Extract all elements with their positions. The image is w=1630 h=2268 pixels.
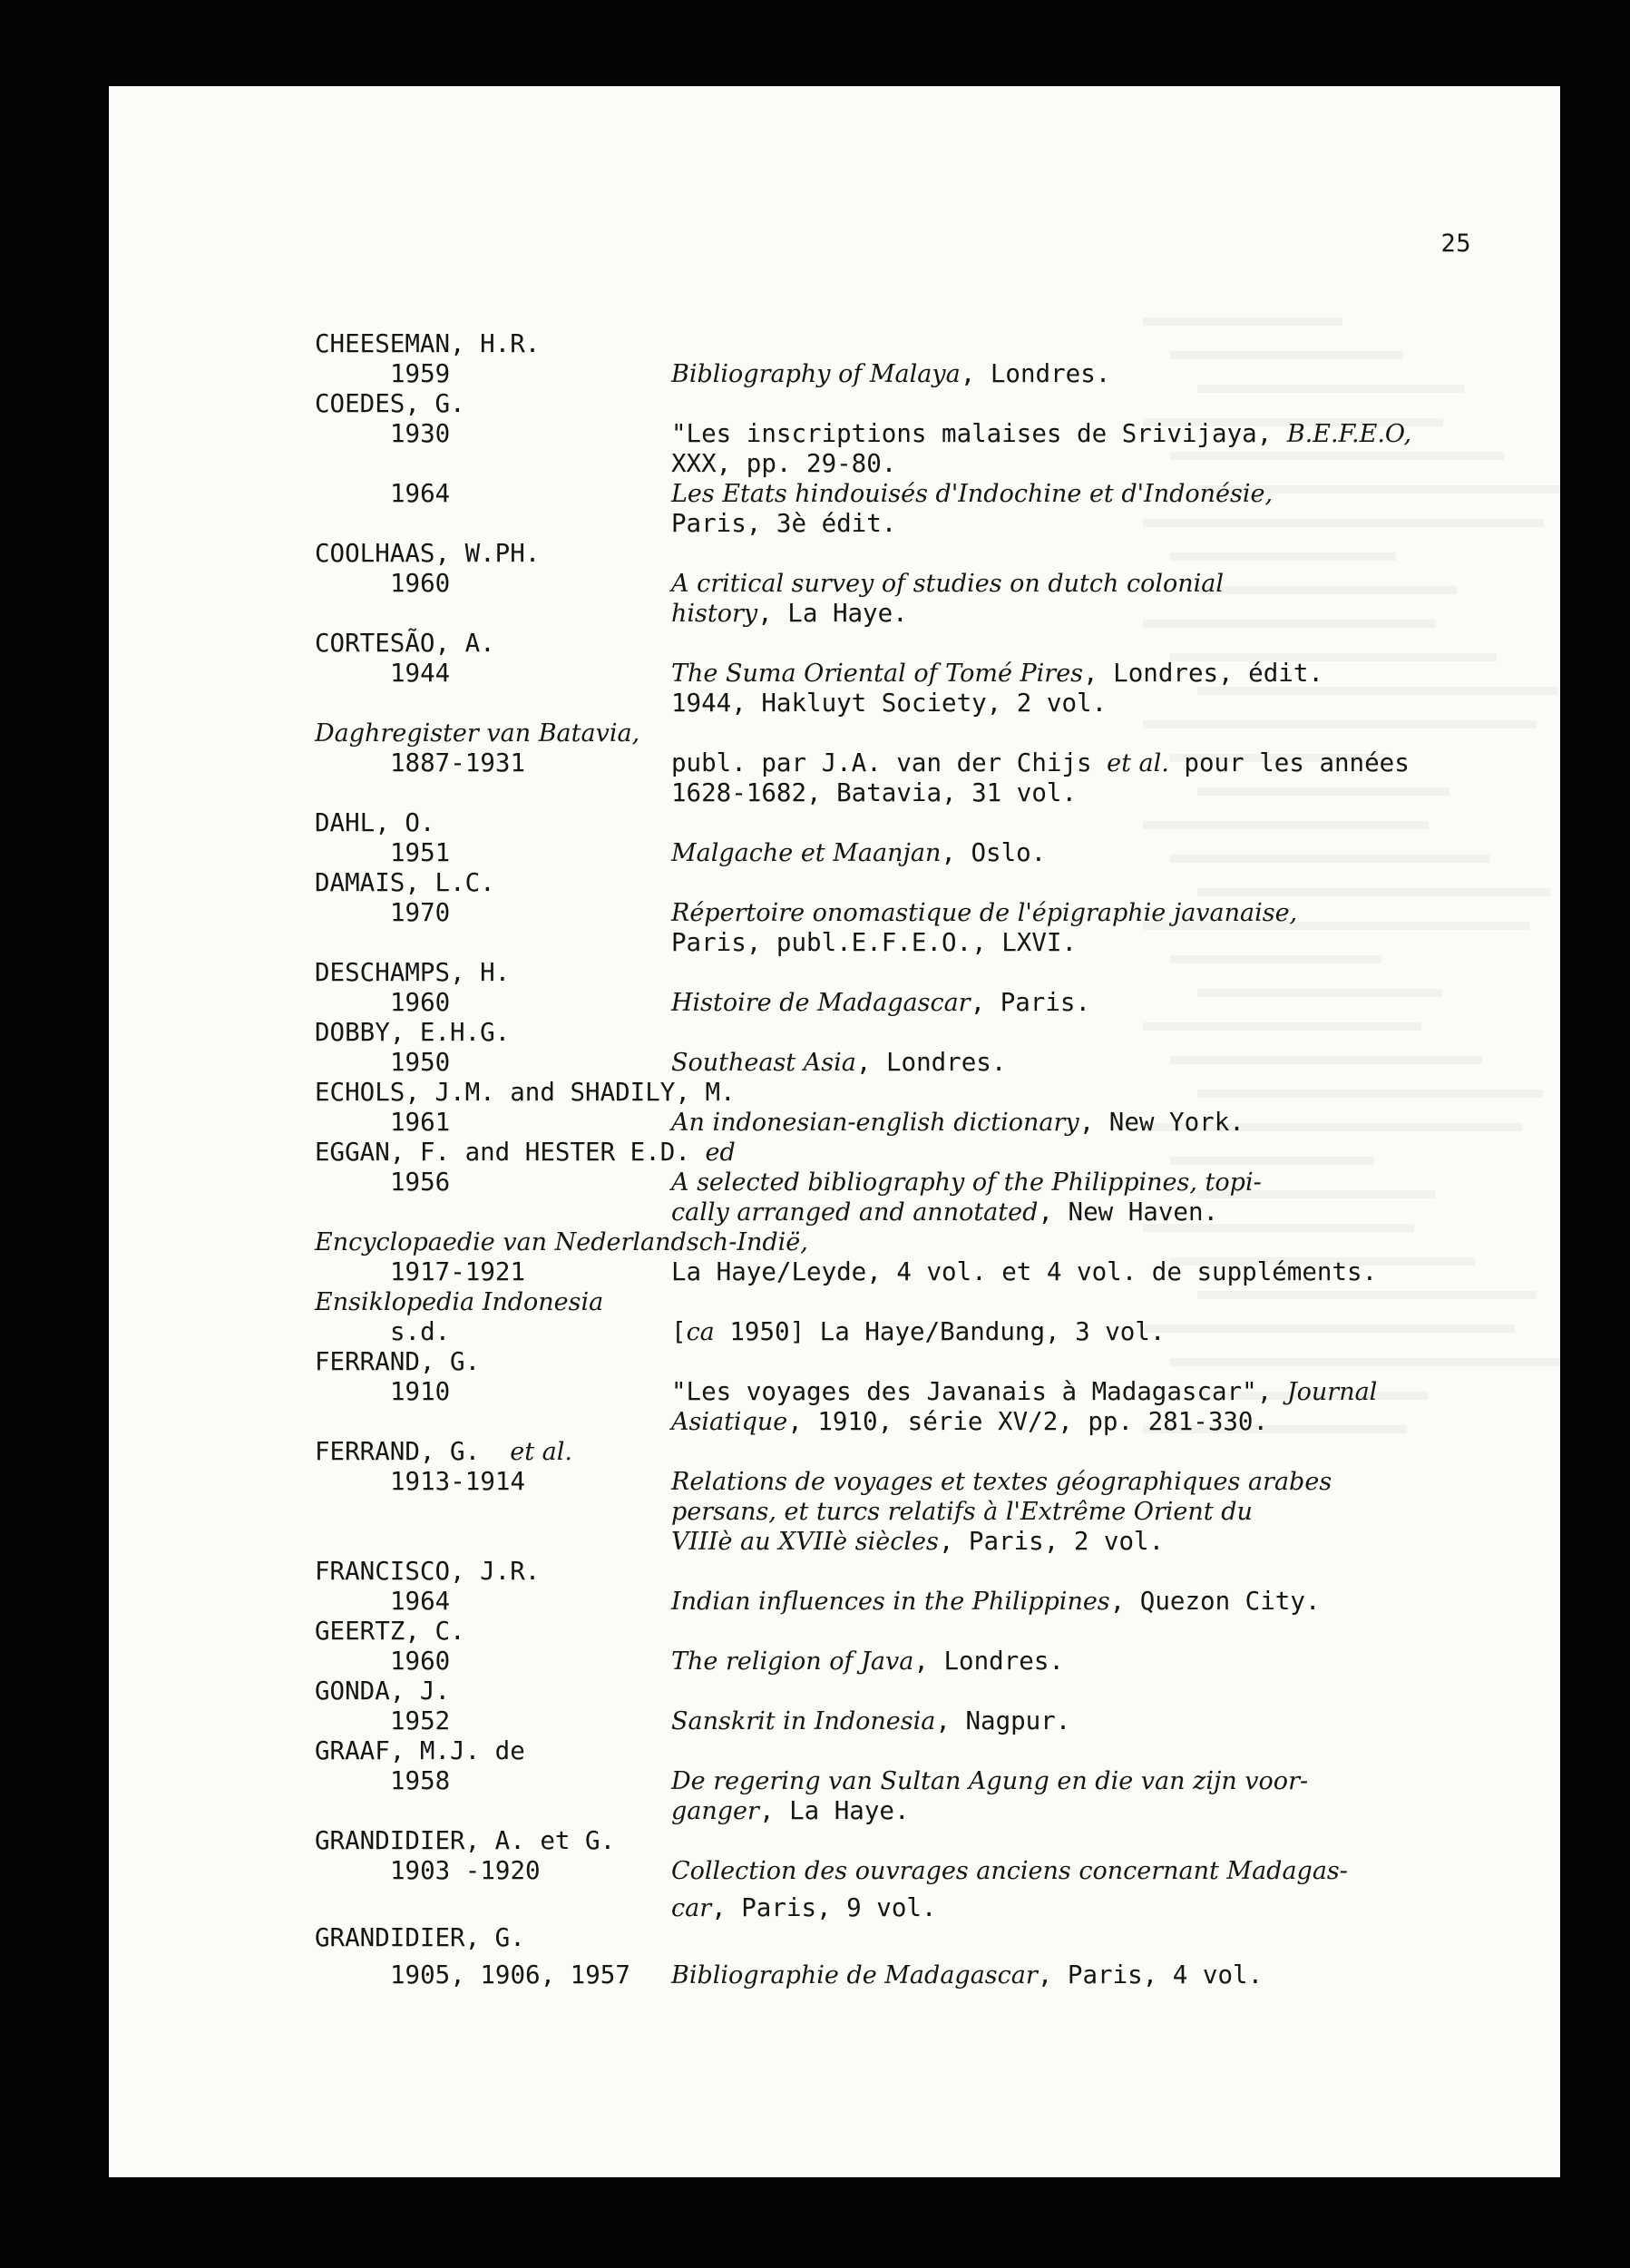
author-text: DAHL, O.	[315, 808, 435, 837]
publication-year: 1961	[390, 1108, 451, 1137]
title-segment: , Paris.	[970, 988, 1091, 1017]
work-title-continuation	[671, 928, 1077, 958]
author-text: DAMAIS, L.C.	[315, 868, 495, 897]
work-title	[671, 1587, 1320, 1617]
author-text: GRAAF, M.J. de	[315, 1736, 525, 1765]
author-name	[315, 1617, 465, 1647]
bleed-through-line	[1197, 989, 1442, 997]
work-title	[671, 1168, 1262, 1198]
publication-year: 1950	[390, 1048, 451, 1077]
author-name	[315, 1923, 525, 1953]
title-segment: , La Haye.	[758, 1796, 910, 1825]
work-title-continuation	[671, 689, 1107, 719]
author-text: CORTESÃO, A.	[315, 629, 495, 658]
title-segment: Southeast Asia	[671, 1049, 856, 1077]
author-name	[315, 808, 434, 838]
title-segment: , Paris, 9 vol.	[711, 1893, 937, 1922]
document-page	[109, 86, 1560, 2177]
bleed-through-line	[1170, 1056, 1482, 1064]
title-segment: ganger	[671, 1797, 759, 1825]
title-segment: history	[671, 600, 758, 628]
author-name	[315, 1078, 736, 1108]
title-segment: , Oslo.	[941, 838, 1047, 867]
bleed-through-line	[1197, 787, 1449, 796]
author-name	[315, 868, 495, 898]
author-text: COEDES, G.	[315, 389, 465, 418]
publication-year: 1930	[390, 419, 451, 448]
author-text: Encyclopaedie van Nederlandsch-Indië,	[315, 1228, 808, 1256]
work-title	[671, 1257, 1377, 1287]
bleed-through-line	[1197, 586, 1457, 594]
publication-year: 1959	[390, 359, 451, 388]
author-text: FERRAND, G.	[315, 1347, 481, 1376]
work-title	[671, 748, 1410, 778]
title-segment: 1950] La Haye/Bandung, 3 vol.	[714, 1317, 1166, 1346]
title-segment: The religion of Java	[671, 1647, 914, 1676]
author-text: FERRAND, G.	[315, 1437, 511, 1466]
work-title-continuation	[671, 509, 896, 539]
work-title-continuation	[671, 449, 896, 479]
title-segment: The Suma Oriental of Tomé Pires	[671, 660, 1084, 688]
title-segment: pour les années	[1168, 748, 1410, 777]
title-segment: , Nagpur.	[935, 1706, 1071, 1735]
title-segment: XXX, pp. 29-80.	[671, 449, 897, 478]
title-segment: , La Haye.	[757, 599, 908, 628]
page-number: 25	[1440, 230, 1471, 258]
title-segment: A selected bibliography of the Philippines, topi-	[671, 1168, 1262, 1197]
work-title-continuation	[671, 1893, 937, 1923]
title-segment: car	[671, 1894, 712, 1922]
publication-year: 1903 -1920	[390, 1856, 541, 1885]
publication-year: 1958	[390, 1766, 451, 1795]
title-segment: "Les voyages des Javanais à Madagascar",	[671, 1377, 1287, 1406]
bleed-through-line	[1143, 720, 1537, 728]
author-text: FRANCISCO, J.R.	[315, 1557, 541, 1586]
work-title	[671, 898, 1297, 928]
title-segment: Bibliography of Malaya	[671, 360, 961, 388]
author-text: GEERTZ, C.	[315, 1617, 465, 1646]
work-title	[671, 1377, 1377, 1407]
title-segment: 1628-1682, Batavia, 31 vol.	[671, 778, 1078, 807]
title-segment: Malgache et Maanjan	[671, 839, 942, 867]
title-segment: persans, et turcs relatifs à l'Extrême Orient du	[671, 1498, 1253, 1526]
work-title-continuation	[671, 778, 1077, 808]
publication-year: 1964	[390, 479, 451, 508]
author-text: COOLHAAS, W.PH.	[315, 539, 541, 568]
bleed-through-line	[1143, 519, 1544, 527]
title-segment: [	[671, 1317, 687, 1346]
work-title	[671, 659, 1323, 689]
author-name	[315, 1287, 603, 1317]
title-segment: Journal	[1286, 1378, 1378, 1406]
title-segment: , Londres.	[913, 1647, 1064, 1676]
title-segment: Bibliographie de Madagascar	[671, 1961, 1038, 1989]
title-segment: Relations de voyages et textes géographiques arabes	[671, 1468, 1332, 1496]
title-segment: Sanskrit in Indonesia	[671, 1707, 936, 1735]
title-segment: La Haye/Leyde, 4 vol. et 4 vol. de suppléments.	[671, 1257, 1378, 1286]
bleed-through-line	[1170, 1157, 1374, 1165]
title-segment: publ. par J.A. van der Chijs	[671, 748, 1108, 777]
author-text: Ensiklopedia Indonesia	[315, 1288, 604, 1316]
title-segment: , New Haven.	[1038, 1198, 1219, 1227]
author-name	[315, 1557, 540, 1587]
work-title	[671, 569, 1224, 599]
work-title	[671, 1647, 1064, 1677]
publication-year: 1964	[390, 1587, 451, 1616]
author-text: Daghregister van Batavia,	[315, 719, 640, 748]
title-segment: , Paris, 4 vol.	[1037, 1960, 1264, 1989]
bleed-through-line	[1197, 1090, 1543, 1098]
author-text: GONDA, J.	[315, 1677, 451, 1706]
publication-year: 1944	[390, 659, 451, 688]
bleed-through-line	[1143, 821, 1429, 829]
work-title	[671, 1856, 1348, 1886]
author-name	[315, 1138, 736, 1168]
work-title	[671, 1108, 1244, 1138]
title-segment: ca	[686, 1318, 715, 1346]
publication-year: 1956	[390, 1168, 451, 1197]
work-title	[671, 1706, 1070, 1736]
work-title-continuation	[671, 1527, 1164, 1557]
work-title-continuation	[671, 599, 908, 629]
work-title-continuation	[671, 1497, 1253, 1527]
title-segment: A critical survey of studies on dutch colonial	[671, 570, 1225, 598]
publication-year: 1917-1921	[390, 1257, 526, 1286]
title-segment: Paris, 3è édit.	[671, 509, 897, 538]
publication-year: 1910	[390, 1377, 451, 1406]
publication-year: 1905, 1906, 1957	[390, 1960, 630, 1989]
author-name	[315, 1227, 808, 1257]
title-segment: et al.	[1107, 749, 1169, 777]
bleed-through-line	[1170, 552, 1396, 561]
title-segment: Répertoire onomastique de l'épigraphie javanaise,	[671, 899, 1298, 927]
author-name	[315, 329, 540, 359]
title-segment: Les Etats hindouisés d'Indochine et d'Indonésie,	[671, 480, 1274, 508]
title-segment: An indonesian-english dictionary	[671, 1109, 1079, 1137]
work-title	[671, 359, 1110, 389]
publication-year: 1951	[390, 838, 451, 867]
title-segment: Indian influences in the Philippines	[671, 1588, 1110, 1616]
author-text: GRANDIDIER, A. et G.	[315, 1826, 616, 1855]
work-title	[671, 479, 1273, 509]
bleed-through-line	[1170, 955, 1381, 963]
bleed-through-line	[1170, 1358, 1560, 1366]
title-segment: Paris, publ.E.F.E.O., LXVI.	[671, 928, 1078, 957]
work-title	[671, 838, 1046, 868]
bleed-through-line	[1143, 1325, 1515, 1333]
author-name	[315, 958, 510, 988]
work-title	[671, 1317, 1165, 1347]
author-text: ECHOLS, J.M. and SHADILY, M.	[315, 1078, 736, 1107]
publication-year: 1960	[390, 988, 451, 1017]
work-title	[671, 988, 1090, 1018]
bleed-through-line	[1170, 452, 1504, 460]
title-segment: , Londres.	[960, 359, 1111, 388]
author-name	[315, 1347, 480, 1377]
work-title-continuation	[671, 1407, 1268, 1437]
title-segment: Histoire de Madagascar	[671, 989, 971, 1017]
publication-year: 1960	[390, 1647, 451, 1676]
title-segment: VIIIè au XVIIè siècles	[671, 1528, 939, 1556]
author-text: EGGAN, F. and HESTER E.D.	[315, 1138, 706, 1167]
bleed-through-line	[1143, 1022, 1421, 1031]
title-segment: , Quezon City.	[1109, 1587, 1321, 1616]
bleed-through-line	[1143, 318, 1342, 326]
author-name	[315, 1677, 450, 1706]
title-segment: 1944, Hakluyt Society, 2 vol.	[671, 689, 1108, 718]
author-text: GRANDIDIER, G.	[315, 1923, 525, 1952]
work-title-continuation	[671, 1198, 1218, 1227]
work-title	[671, 419, 1411, 449]
bleed-through-line	[1197, 888, 1550, 896]
author-text: CHEESEMAN, H.R.	[315, 329, 541, 358]
author-name	[315, 1826, 615, 1856]
work-title	[671, 1960, 1263, 1990]
publication-year: 1887-1931	[390, 748, 526, 777]
publication-year: s.d.	[390, 1317, 451, 1346]
title-segment: B.E.F.E.O,	[1286, 420, 1412, 448]
publication-year: 1960	[390, 569, 451, 598]
bleed-through-line	[1170, 855, 1489, 863]
title-segment: , 1910, série XV/2, pp. 281-330.	[787, 1407, 1269, 1436]
author-name	[315, 629, 495, 659]
title-segment: De regering van Sultan Agung en die van zijn voor-	[671, 1767, 1309, 1795]
work-title	[671, 1467, 1332, 1497]
author-name	[315, 1437, 572, 1467]
work-title	[671, 1766, 1308, 1796]
publication-year: 1952	[390, 1706, 451, 1735]
bleed-through-line	[1197, 385, 1464, 393]
author-name	[315, 1736, 525, 1766]
bleed-through-line	[1143, 620, 1436, 628]
title-segment: , New York.	[1079, 1108, 1244, 1137]
author-text: DOBBY, E.H.G.	[315, 1018, 511, 1047]
bleed-through-line	[1197, 1291, 1536, 1299]
title-segment: Collection des ouvrages anciens concernant Madagas-	[671, 1857, 1348, 1885]
author-suffix: et al.	[510, 1438, 572, 1466]
author-suffix: ed	[705, 1139, 736, 1167]
title-segment: , Londres, édit.	[1083, 659, 1323, 688]
author-name	[315, 1018, 510, 1048]
title-segment: , Paris, 2 vol.	[938, 1527, 1165, 1556]
bleed-through-line	[1170, 351, 1403, 359]
author-name	[315, 719, 639, 748]
title-segment: cally arranged and annotated	[671, 1198, 1039, 1227]
author-name	[315, 539, 540, 569]
publication-year: 1970	[390, 898, 451, 927]
publication-year: 1913-1914	[390, 1467, 526, 1496]
work-title-continuation	[671, 1796, 910, 1826]
work-title	[671, 1048, 1006, 1078]
title-segment: "Les inscriptions malaises de Srivijaya,	[671, 419, 1287, 448]
author-name	[315, 389, 465, 419]
title-segment: , Londres.	[855, 1048, 1007, 1077]
title-segment: Asiatique	[671, 1408, 788, 1436]
author-text: DESCHAMPS, H.	[315, 958, 511, 987]
